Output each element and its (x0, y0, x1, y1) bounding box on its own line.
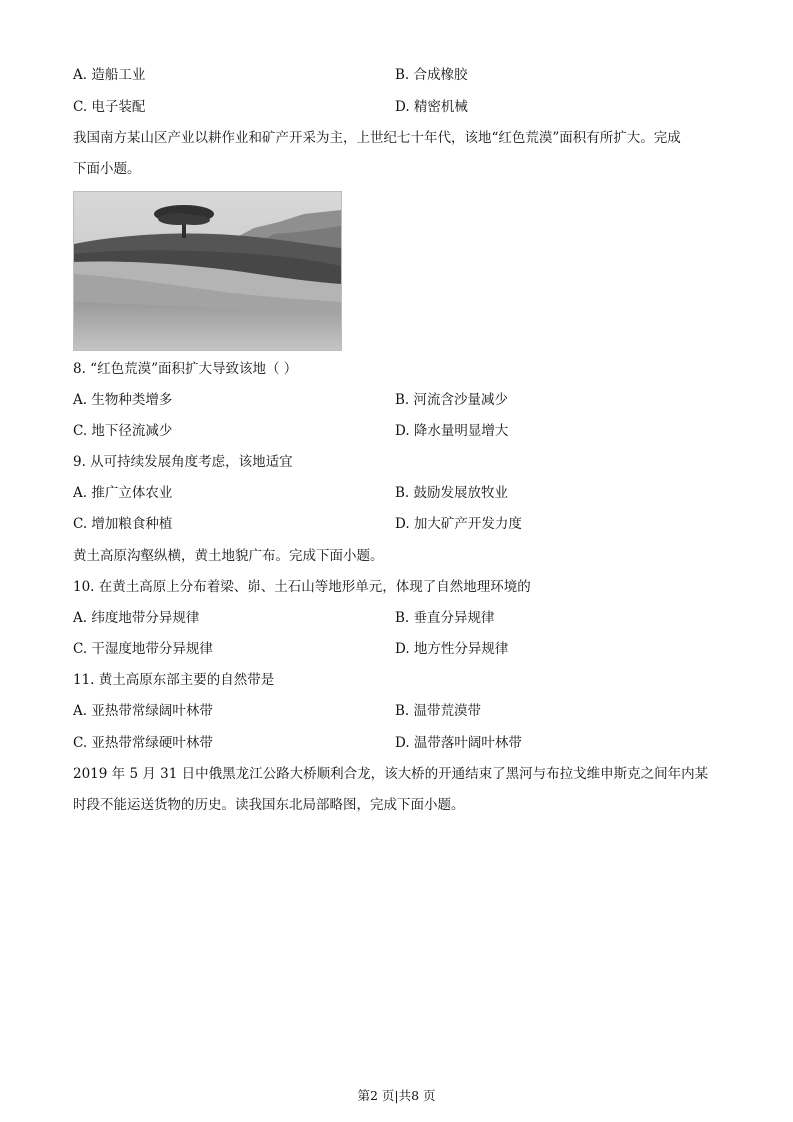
q8-option-b: B. 河流含沙量减少 (395, 392, 509, 408)
q11-stem: 11. 黄土高原东部主要的自然带是 (73, 672, 275, 688)
q7-option-b: B. 合成橡胶 (395, 67, 468, 83)
q9-option-c: C. 增加粮食种植 (73, 516, 173, 532)
q10-stem: 10. 在黄土高原上分布着梁、峁、土石山等地形单元，体现了自然地理环境的 (73, 579, 531, 595)
passage-heilongjiang-bridge-line2: 时段不能运送货物的历史。读我国东北局部略图，完成下面小题。 (73, 797, 465, 813)
landscape-photo (73, 191, 342, 351)
q9-option-d: D. 加大矿产开发力度 (395, 516, 522, 532)
q10-option-d: D. 地方性分异规律 (395, 641, 509, 657)
q9-option-b: B. 鼓励发展放牧业 (395, 485, 509, 501)
page-number-footer: 第2 页|共8 页 (357, 1088, 436, 1103)
q10-option-b: B. 垂直分异规律 (395, 610, 495, 626)
passage-red-desert-line1: 我国南方某山区产业以耕作业和矿产开采为主，上世纪七十年代，该地“红色荒漠”面积有所扩大。完成 (73, 130, 681, 146)
q9-stem: 9. 从可持续发展角度考虑，该地适宜 (73, 454, 293, 470)
q11-option-b: B. 温带荒漠带 (395, 703, 482, 719)
q8-stem: 8. “红色荒漠”面积扩大导致该地（ ） (73, 361, 298, 377)
passage-red-desert-line2: 下面小题。 (73, 161, 141, 177)
q7-option-a: A. 造船工业 (73, 67, 146, 83)
q9-option-a: A. 推广立体农业 (73, 485, 173, 501)
q10-option-a: A. 纬度地带分异规律 (73, 610, 200, 626)
q11-option-a: A. 亚热带常绿阔叶林带 (73, 703, 213, 719)
q10-option-c: C. 干湿度地带分异规律 (73, 641, 213, 657)
q7-option-c: C. 电子装配 (73, 99, 146, 115)
q8-option-a: A. 生物种类增多 (73, 392, 173, 408)
passage-heilongjiang-bridge-line1: 2019 年 5 月 31 日中俄黑龙江公路大桥顺利合龙，该大桥的开通结束了黑河与布拉戈维申斯克之间年内某 (73, 766, 709, 782)
landscape-photo-graphic (74, 192, 341, 350)
q11-option-c: C. 亚热带常绿硬叶林带 (73, 735, 213, 751)
q8-option-d: D. 降水量明显增大 (395, 423, 509, 439)
q8-option-c: C. 地下径流减少 (73, 423, 173, 439)
q7-option-d: D. 精密机械 (395, 99, 468, 115)
passage-loess-plateau: 黄土高原沟壑纵横，黄土地貌广布。完成下面小题。 (73, 548, 384, 564)
q11-option-d: D. 温带落叶阔叶林带 (395, 735, 522, 751)
